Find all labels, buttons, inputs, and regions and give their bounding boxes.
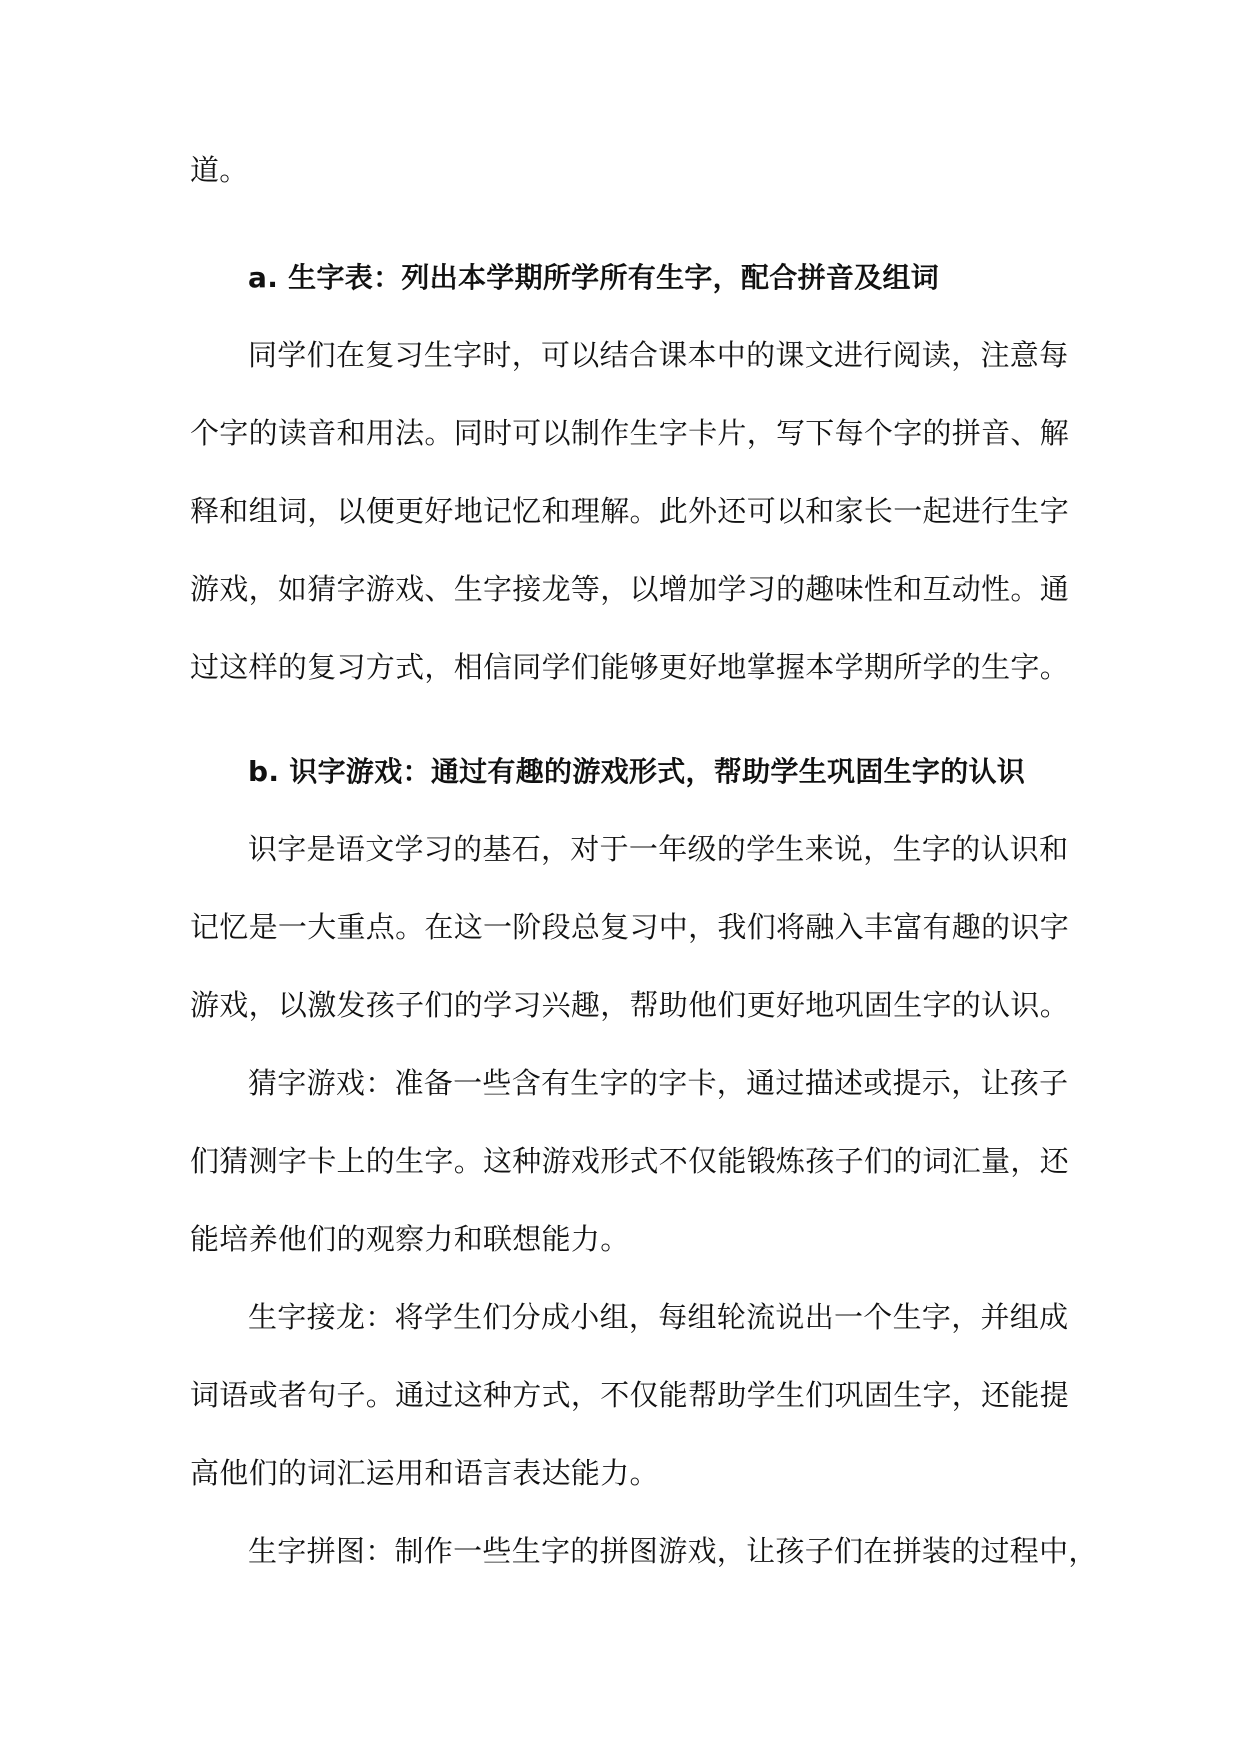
- paragraph-line: 释和组词，以便更好地记忆和理解。此外还可以和家长一起进行生字: [190, 494, 1070, 528]
- section-heading-a: a. 生字表：列出本学期所学所有生字，配合拼音及组词: [248, 261, 940, 294]
- paragraph-line: 个字的读音和用法。同时可以制作生字卡片，写下每个字的拼音、解: [190, 416, 1070, 450]
- text-line: 道。: [190, 153, 249, 187]
- paragraph-line: 同学们在复习生字时，可以结合课本中的课文进行阅读，注意每: [248, 338, 1069, 372]
- paragraph-line: 过这样的复习方式，相信同学们能够更好地掌握本学期所学的生字。: [190, 650, 1070, 684]
- section-heading-b: b. 识字游戏：通过有趣的游戏形式，帮助学生巩固生字的认识: [248, 755, 1026, 788]
- paragraph-line: 生字拼图：制作一些生字的拼图游戏，让孩子们在拼装的过程中，: [248, 1534, 1098, 1568]
- paragraph-line: 识字是语文学习的基石，对于一年级的学生来说，生字的认识和: [248, 832, 1069, 866]
- paragraph-line: 高他们的词汇运用和语言表达能力。: [190, 1456, 659, 1490]
- paragraph-line: 生字接龙：将学生们分成小组，每组轮流说出一个生字，并组成: [248, 1300, 1069, 1334]
- paragraph-line: 能培养他们的观察力和联想能力。: [190, 1222, 630, 1256]
- paragraph-line: 们猜测字卡上的生字。这种游戏形式不仅能锻炼孩子们的词汇量，还: [190, 1144, 1070, 1178]
- paragraph-line: 记忆是一大重点。在这一阶段总复习中，我们将融入丰富有趣的识字: [190, 910, 1070, 944]
- paragraph-line: 游戏，以激发孩子们的学习兴趣，帮助他们更好地巩固生字的认识。: [190, 988, 1070, 1022]
- paragraph-line: 猜字游戏：准备一些含有生字的字卡，通过描述或提示，让孩子: [248, 1066, 1069, 1100]
- paragraph-line: 词语或者句子。通过这种方式，不仅能帮助学生们巩固生字，还能提: [190, 1378, 1070, 1412]
- paragraph-line: 游戏，如猜字游戏、生字接龙等，以增加学习的趣味性和互动性。通: [190, 572, 1070, 606]
